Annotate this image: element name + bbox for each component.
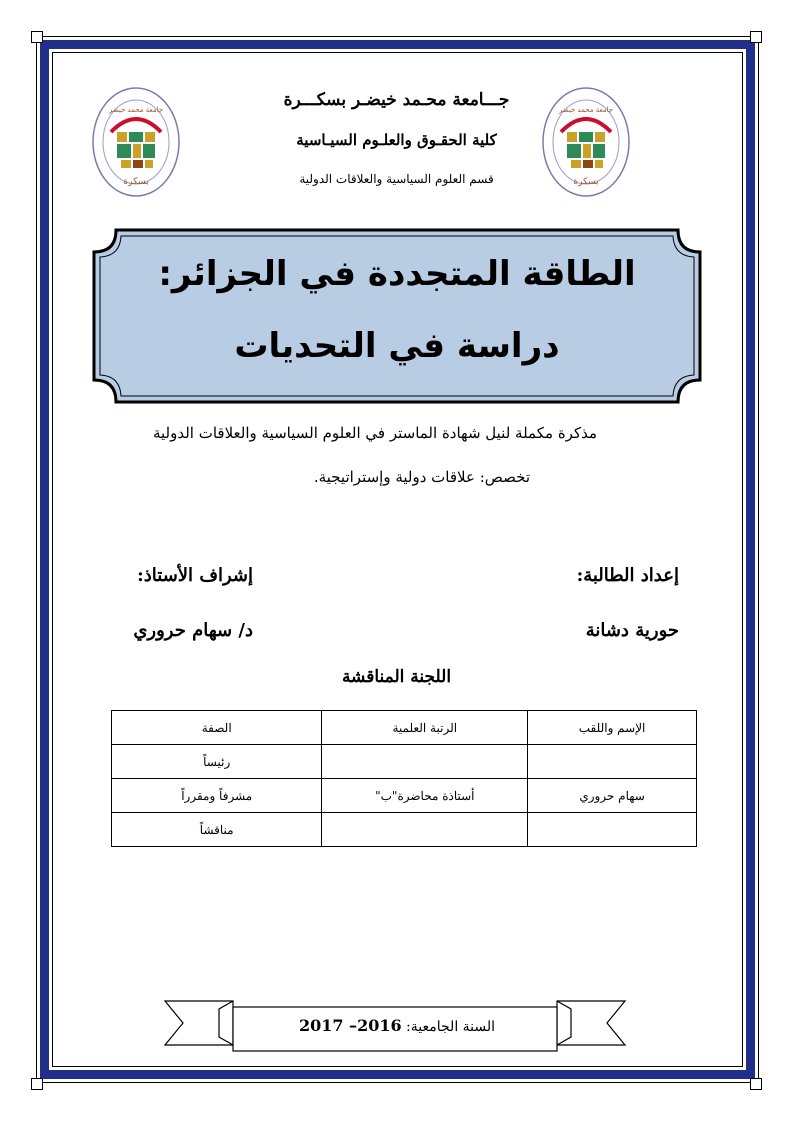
table-cell [322, 745, 528, 779]
thesis-title-line2: دراسة في التحديات [234, 326, 560, 366]
thesis-title-line1: الطاقة المتجددة في الجزائر: [158, 254, 636, 294]
frame-corner [31, 31, 43, 43]
logo-bottom-text: بسكرة [123, 177, 149, 187]
frame-corner [750, 1078, 762, 1090]
faculty-name: كلية الحقـوق والعلـوم السيـاسية [296, 131, 497, 149]
supervisor-label: إشراف الأستاذ: [137, 565, 253, 586]
specialization: تخصص: علاقات دولية وإستراتيجية. [313, 468, 530, 486]
committee-heading: اللجنة المناقشة [341, 667, 452, 687]
supervisor-name: د/ سهام حروري [133, 620, 253, 641]
title-plaque [90, 226, 704, 406]
university-logo [91, 86, 181, 198]
university-name: جـــامعة محـمد خيضـر بسكـــرة [283, 90, 510, 110]
frame-corner [750, 31, 762, 43]
table-row [112, 813, 697, 847]
degree-statement: مذكرة مكملة لنيل شهادة الماستر في العلوم السياسية والعلاقات الدولية [152, 424, 597, 442]
table-cell: سهام حروري [528, 779, 697, 813]
table-cell: رئيساً [112, 745, 322, 779]
table-row [112, 779, 697, 813]
academic-year-value: 2016– 2017 [298, 1016, 402, 1035]
table-header-row [112, 711, 697, 745]
table-cell: مناقشاً [112, 813, 322, 847]
table-header: الإسم واللقب [528, 711, 697, 745]
frame-corner [31, 1078, 43, 1090]
table-cell: مشرفاً ومقرراً [112, 779, 322, 813]
logo-ring-text: جامعة محمد خيضر [108, 106, 164, 114]
committee-table [111, 710, 697, 847]
logo-ring-text: جامعة محمد خيضر [558, 106, 614, 114]
table-cell [322, 813, 528, 847]
department-name: قسم العلوم السياسية والعلاقات الدولية [299, 172, 494, 186]
table-header: الصفة [112, 711, 322, 745]
academic-year [233, 1016, 561, 1035]
academic-year-label: السنة الجامعية: [406, 1019, 496, 1035]
page-frame-inner [52, 52, 743, 1067]
table-cell: أستاذة محاضرة"ب" [322, 779, 528, 813]
table-row [112, 745, 697, 779]
logo-bottom-text: بسكرة [573, 177, 599, 187]
table-cell [528, 745, 697, 779]
student-name: حورية دشانة [585, 620, 679, 641]
table-cell [528, 813, 697, 847]
prepared-by-label: إعداد الطالبة: [576, 565, 679, 586]
table-header: الرتبة العلمية [322, 711, 528, 745]
